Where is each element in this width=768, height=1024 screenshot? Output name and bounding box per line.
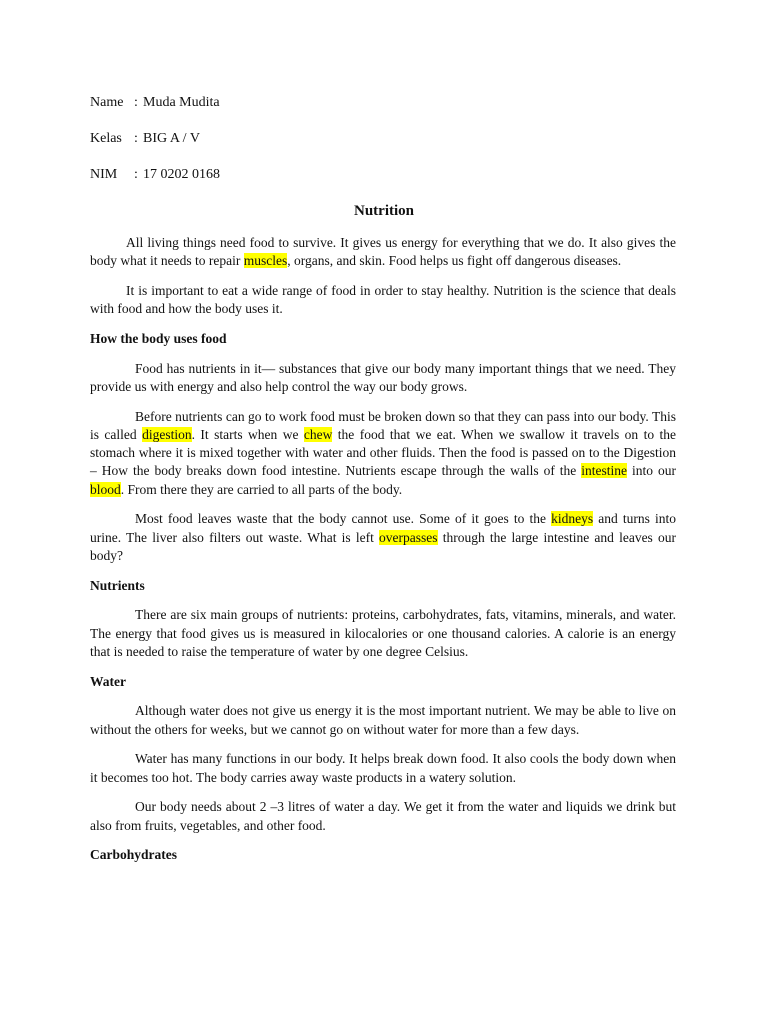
- name-label: Name: [90, 95, 124, 110]
- water-paragraph-1: Although water does not give us energy it is the most important nutrient. We may be able to live on without the others for weeks, but we cannot go on without water for more than a few days.: [90, 703, 676, 737]
- document-body: [90, 234, 676, 876]
- section-heading-carbohydrates: Carbohydrates: [90, 847, 177, 863]
- nutrients-paragraph-1: There are six main groups of nutrients: proteins, carbohydrates, fats, vitamins, minerals, and water. The energy that food gives us is measured in kilocalories or one thousand calories. A calorie is an energy that is needed to raise the temperature of water by one degree Celsius.: [90, 607, 676, 659]
- text-run: the food that we eat. When we swallow it travels on to the stomach where it is mixed together with water and other fluids. Then the food is passed on to the Digestion – How the body breaks down food intestine. Nutrients escape through the walls of the: [90, 427, 677, 479]
- highlight-chew: chew: [303, 427, 333, 442]
- text-run: Most food leaves waste that the body cannot use. Some of it goes to the: [135, 511, 552, 527]
- nim-separator: :: [134, 167, 138, 182]
- name-separator: :: [134, 95, 138, 110]
- water-paragraph-3: Our body needs about 2 –3 litres of water a day. We get it from the water and liquids we drink but also from fruits, vegetables, and other food.: [90, 799, 676, 833]
- highlight-intestine: intestine: [581, 463, 628, 479]
- highlight-kidneys: kidneys: [551, 511, 594, 527]
- section-heading-nutrients: Nutrients: [90, 577, 145, 593]
- name-row: [90, 94, 220, 111]
- nim-value: 17 0202 0168: [143, 167, 220, 182]
- kelas-label: Kelas: [90, 131, 122, 146]
- nim-row: [90, 166, 220, 183]
- highlight-overpasses: overpasses: [379, 529, 438, 545]
- text-run: . It starts when we: [191, 427, 304, 442]
- name-value: Muda Mudita: [143, 95, 220, 110]
- intro-paragraph-1: [90, 234, 676, 270]
- highlight-blood: blood: [90, 481, 121, 497]
- text-run: All living things need food to survive. It gives us energy for everything that we do. It also gives the body what it needs to repair: [90, 235, 676, 269]
- highlight-muscles: muscles: [243, 253, 288, 269]
- text-run: Before nutrients can go to work food must be broken down so that they can pass into our body. This is called: [90, 408, 676, 442]
- intro-paragraph-2: It is important to eat a wide range of food in order to stay healthy. Nutrition is the science that deals with food and how the body uses it.: [90, 283, 676, 317]
- section-heading-water: Water: [90, 673, 126, 689]
- body-paragraph-2: [90, 408, 676, 499]
- body-paragraph-1: Food has nutrients in it— substances that give our body many important things that we need. They provide us with energy and also help control the way our body grows.: [90, 360, 676, 394]
- text-run: , organs, and skin. Food helps us fight off dangerous diseases.: [287, 253, 622, 269]
- section-heading-body-uses-food: How the body uses food: [90, 331, 227, 346]
- text-run: and turns into urine. The liver also filters out waste. What is left: [90, 511, 676, 545]
- highlight-digestion: digestion: [142, 427, 192, 442]
- text-run: into our: [627, 463, 676, 479]
- water-paragraph-2: Water has many functions in our body. It helps break down food. It also cools the body down when it becomes too hot. The body carries away waste products in a watery solution.: [90, 751, 676, 785]
- body-paragraph-3: [90, 510, 676, 565]
- kelas-value: BIG A / V: [143, 131, 200, 146]
- nim-label: NIM: [90, 167, 118, 182]
- kelas-separator: :: [134, 131, 138, 146]
- document-title: Nutrition: [354, 203, 414, 219]
- text-run: through the large intestine and leaves our body?: [90, 529, 676, 563]
- text-run: . From there they are carried to all parts of the body.: [120, 481, 403, 497]
- kelas-row: [90, 130, 200, 147]
